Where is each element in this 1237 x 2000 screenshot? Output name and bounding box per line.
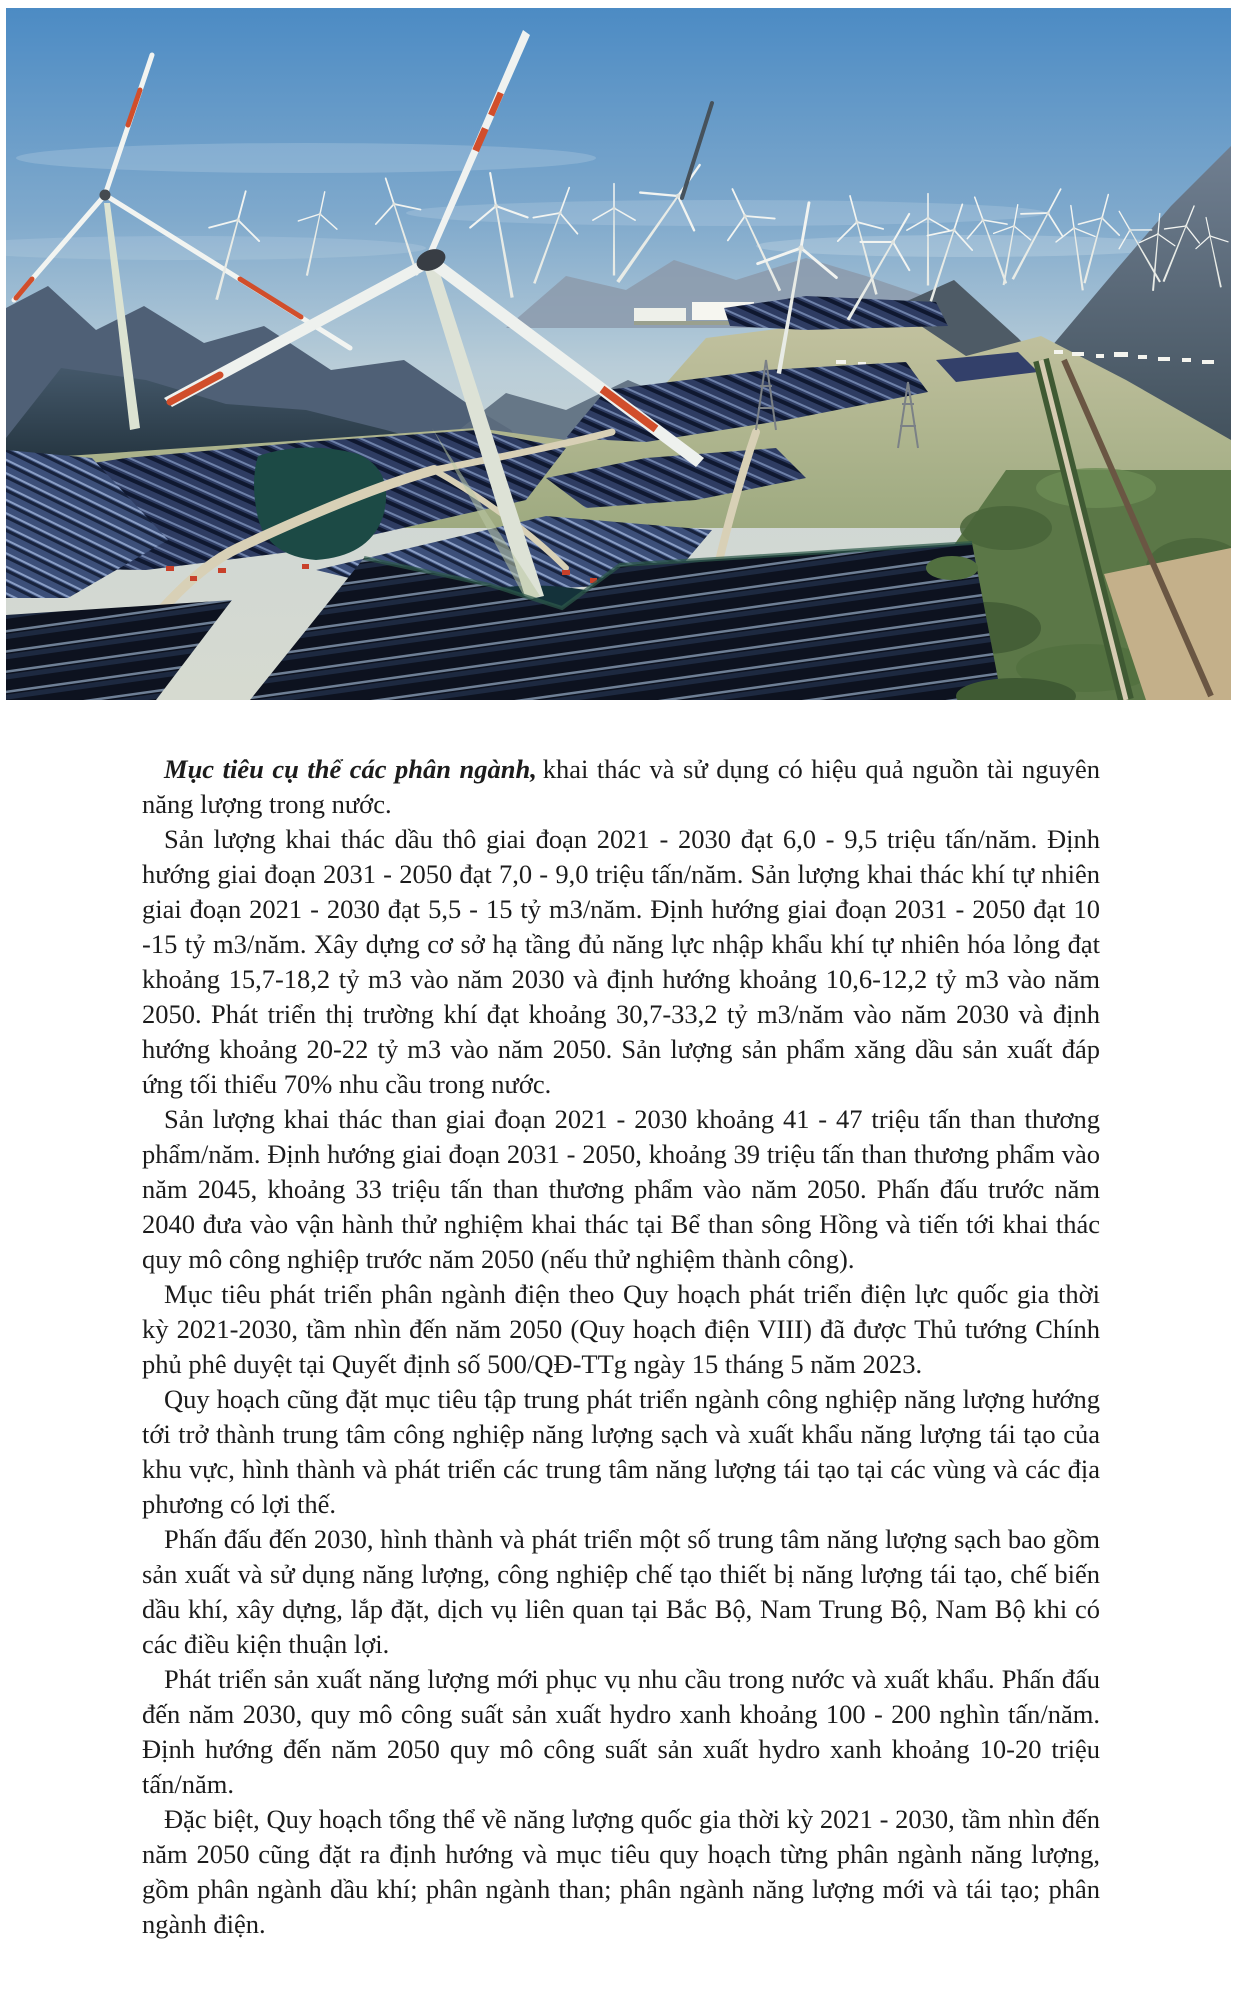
paragraph-text: Đặc biệt, Quy hoạch tổng thể về năng lượng quốc gia thời kỳ 2021 - 2030, tầm nhìn đến năm 2050 cũng đặt ra định hướng và mục tiêu quy hoạch từng phân ngành năng lượng, gồm phân ngành dầu khí; phân ngành than; phân ngành năng lượng mới và tái tạo; phân ngành điện. [142,1804,1100,1939]
paragraph-text: Quy hoạch cũng đặt mục tiêu tập trung phát triển ngành công nghiệp năng lượng hướng tới trở thành trung tâm công nghiệp năng lượng sạch và xuất khẩu năng lượng tái tạo của khu vực, hình thành và phát triển các trung tâm năng lượng tái tạo tại các vùng và các địa phương có lợi thế. [142,1384,1100,1519]
paragraph [142,1382,1100,1522]
paragraph-text: khai thác và sử dụng có hiệu quả nguồn tài nguyên năng lượng trong nước. [142,754,1100,819]
hero-photo-illustration [6,8,1231,700]
paragraph [142,1662,1100,1802]
paragraph [142,1522,1100,1662]
paragraph [142,1802,1100,1942]
paragraph-text: Sản lượng khai thác dầu thô giai đoạn 2021 - 2030 đạt 6,0 - 9,5 triệu tấn/năm. Định hướng giai đoạn 2031 - 2050 đạt 7,0 - 9,0 triệu tấn/năm. Sản lượng khai thác khí tự nhiên giai đoạn 2021 - 2030 đạt 5,5 - 15 tỷ m3/năm. Định hướng giai đoạn 2031 - 2050 đạt 10 -15 tỷ m3/năm. Xây dựng cơ sở hạ tầng đủ năng lực nhập khẩu khí tự nhiên hóa lỏng đạt khoảng 15,7-18,2 tỷ m3 vào năm 2030 và định hướng khoảng 10,6-12,2 tỷ m3 vào năm 2050. Phát triển thị trường khí đạt khoảng 30,7-33,2 tỷ m3/năm vào năm 2030 và định hướng khoảng 20-22 tỷ m3 vào năm 2050. Sản lượng sản phẩm xăng dầu sản xuất đáp ứng tối thiểu 70% nhu cầu trong nước. [142,824,1100,1099]
paragraph [142,1277,1100,1382]
paragraph-text: Sản lượng khai thác than giai đoạn 2021 - 2030 khoảng 41 - 47 triệu tấn than thương phẩm/năm. Định hướng giai đoạn 2031 - 2050, khoảng 39 triệu tấn than thương phẩm vào năm 2045, khoảng 33 triệu tấn than thương phẩm vào năm 2050. Phấn đấu trước năm 2040 đưa vào vận hành thử nghiệm khai thác tại Bể than sông Hồng và tiến tới khai thác quy mô công nghiệp trước năm 2050 (nếu thử nghiệm thành công). [142,1104,1100,1274]
paragraph-text: Phấn đấu đến 2030, hình thành và phát triển một số trung tâm năng lượng sạch bao gồm sản xuất và sử dụng năng lượng, công nghiệp chế tạo thiết bị năng lượng tái tạo, chế biến dầu khí, xây dựng, lắp đặt, dịch vụ liên quan tại Bắc Bộ, Nam Trung Bộ, Nam Bộ khi có các điều kiện thuận lợi. [142,1524,1100,1659]
paragraph [142,1102,1100,1277]
paragraph-text: Mục tiêu phát triển phân ngành điện theo Quy hoạch phát triển điện lực quốc gia thời kỳ 2021-2030, tầm nhìn đến năm 2050 (Quy hoạch điện VIII) đã được Thủ tướng Chính phủ phê duyệt tại Quyết định số 500/QĐ-TTg ngày 15 tháng 5 năm 2023. [142,1279,1100,1379]
paragraph-lead: Mục tiêu cụ thể các phân ngành, [164,754,537,784]
paragraph [142,822,1100,1102]
hero-photo [6,8,1231,700]
paragraph-text: Phát triển sản xuất năng lượng mới phục vụ nhu cầu trong nước và xuất khẩu. Phấn đấu đến năm 2030, quy mô công suất sản xuất hydro xanh khoảng 100 - 200 nghìn tấn/năm. Định hướng đến năm 2050 quy mô công suất sản xuất hydro xanh khoảng 10-20 triệu tấn/năm. [142,1664,1100,1799]
paragraph [142,752,1100,822]
article-body [142,752,1100,1942]
